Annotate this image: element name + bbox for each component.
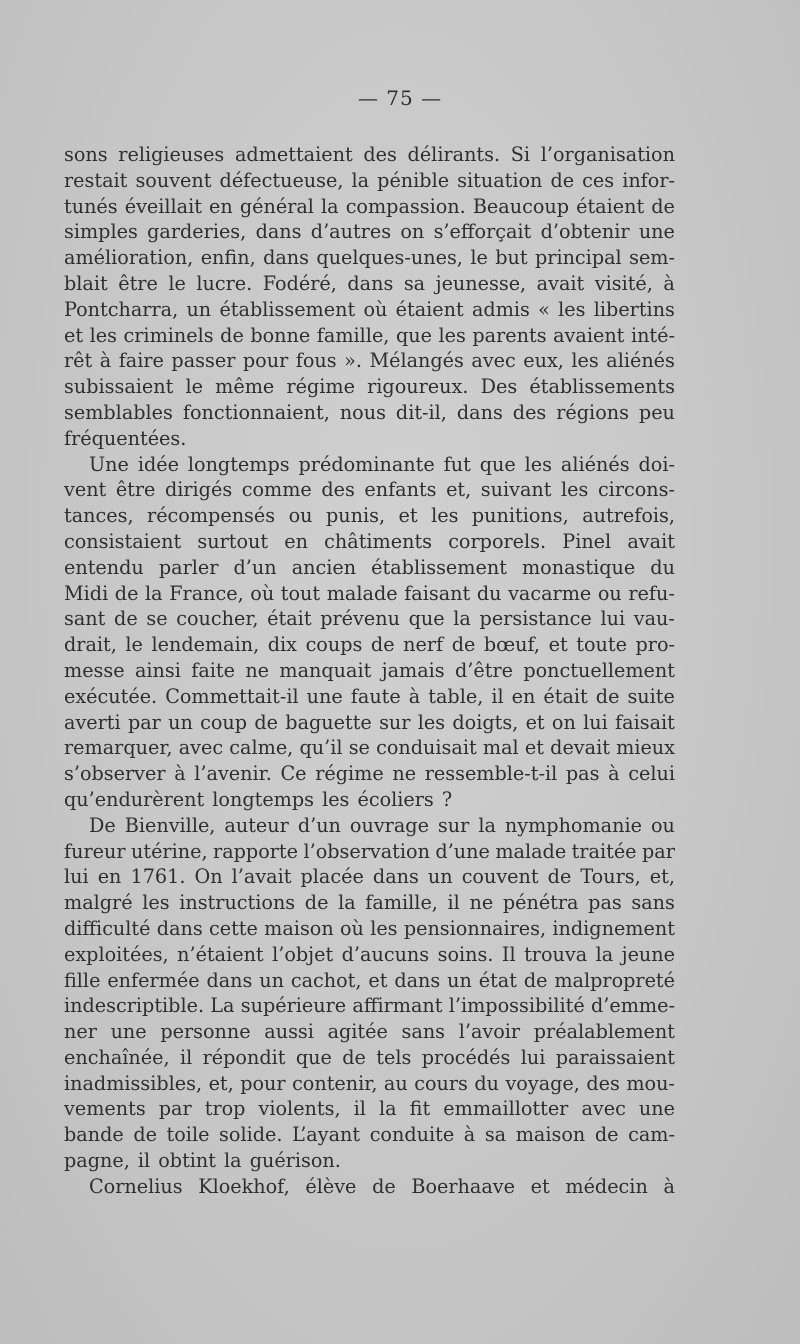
text-line: exécutée. Commettait-il une faute à table, il en était de suite: [64, 684, 675, 708]
text-line: messe ainsi faite ne manquait jamais d’être ponctuellement: [64, 658, 675, 682]
text-line: consistaient surtout en châtiments corporels. Pinel avait: [64, 529, 675, 553]
text-line: vements par trop violents, il la fit emmaillotter avec une: [64, 1097, 675, 1121]
text-line: sant de se coucher, était prévenu que la persistance lui vau-: [64, 607, 675, 631]
text-line: remarquer, avec calme, qu’il se conduisait mal et devait mieux: [64, 736, 675, 760]
text-line: tances, récompensés ou punis, et les punitions, autrefois,: [64, 504, 675, 528]
text-line: Midi de la France, où tout malade faisant du vacarme ou refu-: [64, 581, 675, 605]
body-text: [64, 142, 675, 1200]
text-line: fréquentées.: [64, 426, 187, 450]
text-line: simples garderies, dans d’autres on s’efforçait d’obtenir une: [64, 220, 675, 244]
text-line: enchaînée, il répondit que de tels procédés lui paraissaient: [64, 1045, 675, 1069]
page-number: — 75 —: [357, 86, 443, 110]
text-line: rêt à faire passer pour fous ». Mélangés avec eux, les aliénés: [64, 349, 675, 373]
text-line: Cornelius Kloekhof, élève de Boerhaave et médecin à: [89, 1174, 675, 1198]
text-line: difficulté dans cette maison où les pensionnaires, indignement: [64, 916, 675, 940]
paragraph: [64, 1174, 675, 1200]
text-line: sons religieuses admettaient des délirants. Si l’organisation: [64, 143, 675, 166]
text-line: restait souvent défectueuse, la pénible situation de ces infor-: [64, 168, 675, 192]
text-line: entendu parler d’un ancien établissement monastique du: [64, 555, 675, 579]
paragraph: [64, 813, 675, 1174]
text-line: et les criminels de bonne famille, que les parents avaient inté-: [64, 323, 675, 347]
text-line: lui en 1761. On l’avait placée dans un couvent de Tours, et,: [64, 865, 675, 889]
text-line: tunés éveillait en général la compassion. Beaucoup étaient de: [64, 194, 675, 218]
paragraph: [64, 452, 675, 813]
text-line: pagne, il obtint la guérison.: [64, 1149, 341, 1173]
text-line: inadmissibles, et, pour contenir, au cours du voyage, des mou-: [64, 1071, 675, 1095]
text-line: averti par un coup de baguette sur les doigts, et on lui faisait: [64, 710, 675, 734]
paragraph: [64, 142, 675, 452]
text-line: Pontcharra, un établissement où étaient admis « les libertins: [64, 297, 675, 321]
text-line: exploitées, n’étaient l’objet d’aucuns soins. Il trouva la jeune: [64, 942, 675, 966]
text-line: De Bienville, auteur d’un ouvrage sur la nymphomanie ou: [89, 813, 675, 837]
text-line: blait être le lucre. Fodéré, dans sa jeunesse, avait visité, à: [64, 271, 675, 295]
text-line: Une idée longtemps prédominante fut que les aliénés doi-: [89, 452, 675, 476]
text-line: fille enfermée dans un cachot, et dans un état de malpropreté: [64, 968, 675, 992]
text-line: amélioration, enfin, dans quelques-unes, le but principal sem-: [64, 246, 675, 270]
text-line: vent être dirigés comme des enfants et, suivant les circons-: [64, 478, 675, 502]
text-line: drait, le lendemain, dix coups de nerf de bœuf, et toute pro-: [64, 633, 675, 657]
text-line: fureur utérine, rapporte l’observation d’une malade traitée par: [64, 839, 675, 863]
text-line: indescriptible. La supérieure affirmant l’impossibilité d’emme-: [64, 994, 675, 1018]
text-line: s’observer à l’avenir. Ce régime ne ressemble-t-il pas à celui: [64, 762, 675, 786]
text-line: qu’endurèrent longtemps les écoliers ?: [64, 787, 453, 811]
text-line: malgré les instructions de la famille, il ne pénétra pas sans: [64, 891, 675, 915]
text-line: subissaient le même régime rigoureux. Des établissements: [64, 375, 675, 399]
text-line: bande de toile solide. L’ayant conduite à sa maison de cam-: [64, 1123, 675, 1147]
text-line: ner une personne aussi agitée sans l’avoir préalablement: [64, 1020, 675, 1044]
text-line: semblables fonctionnaient, nous dit-il, dans des régions peu: [64, 400, 675, 424]
